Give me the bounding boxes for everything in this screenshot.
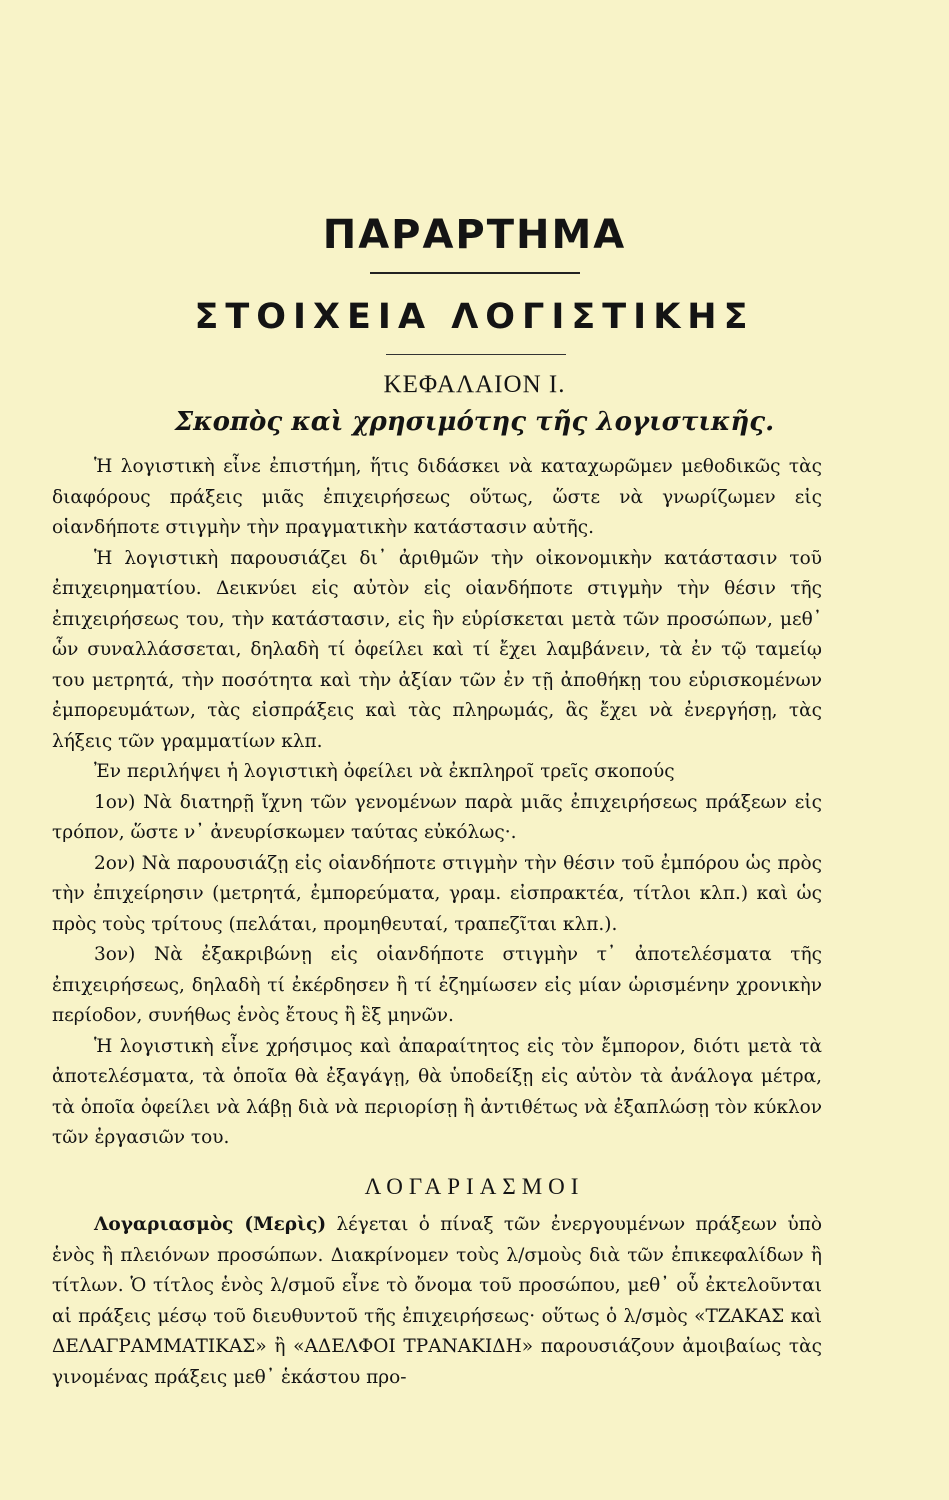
subtitle-rule <box>386 354 566 355</box>
page-title: ΠΑΡΑΡΤΗΜΑ <box>322 212 627 258</box>
definition-text: λέγεται ὁ πίναξ τῶν ἐνεργουμένων πράξεων ὑπὸ ἑνὸς ἢ πλειόνων προσώπων. Διακρίνομεν τοὺς λ/σμοὺς διὰ τῶν ἐπικεφαλίδων ἢ τίτλων. Ὁ τίτλος ἑνὸς λ/σμοῦ εἶνε τὸ ὄνομα τοῦ προσώπου, μεθ᾽ οὗ ἐκτελοῦνται αἱ πράξεις μέσῳ τοῦ διευθυντοῦ τῆς ἐπιχειρήσεως· οὕτως ὁ λ/σμὸς «ΤΖΑΚΑΣ καὶ ΔΕΛΑΓΡΑΜΜΑΤΙΚΑΣ» ἢ «ΑΔΕΛΦΟΙ ΤΡΑΝΑΚΙΔΗ» παρουσιάζουν ἀμοιβαίως τὰς γινομένας πράξεις μεθ᾽ ἑκάστου προ- <box>52 1214 822 1388</box>
paragraph <box>52 1210 822 1393</box>
accounts-text <box>52 1210 822 1393</box>
chapter-heading: ΚΕΦΑΛΑΙΟΝ Ι. <box>383 371 566 398</box>
body-text <box>52 452 822 1154</box>
list-item: 3ον) Νὰ ἐξακριβώνῃ εἰς οἱανδήποτε στιγμὴν τ᾽ ἀποτελέσματα τῆς ἐπιχειρήσεως, δηλαδὴ τί ἐκέρδησεν ἢ τί ἐζημίωσεν εἰς μίαν ὡρισμένην χρονικὴν περίοδον, συνήθως ἑνὸς ἔτους ἢ ἓξ μηνῶν. <box>52 944 822 1026</box>
paragraph: Ἡ λογιστικὴ εἶνε χρήσιμος καὶ ἀπαραίτητος εἰς τὸν ἔμπορον, διότι μετὰ τὰ ἀποτελέσματα, τὰ ὁποῖα θὰ ἐξαγάγῃ, θὰ ὑποδείξῃ εἰς αὐτὸν τὰ ἀνάλογα μέτρα, τὰ ὁποῖα ὀφείλει νὰ λάβῃ διὰ νὰ περιορίσῃ ἢ ἀντιθέτως νὰ ἐξαπλώσῃ τὸν κύκλον τῶν ἐργασιῶν του. <box>52 1035 822 1148</box>
paragraph: Ἡ λογιστικὴ παρουσιάζει δι᾽ ἀριθμῶν τὴν οἰκονομικὴν κατάστασιν τοῦ ἐπιχειρηματίου. Δεικνύει εἰς αὐτὸν εἰς οἱανδήποτε στιγμὴν τὴν θέσιν τῆς ἐπιχειρήσεως του, τὴν κατάστασιν, εἰς ἣν εὑρίσκεται μετὰ τῶν προσώπων, μεθ᾽ ὧν συναλλάσσεται, δηλαδὴ τί ὀφείλει καὶ τί ἔχει λαμβάνειν, τὰ ἐν τῷ ταμείῳ του μετρητά, τὴν ποσότητα καὶ τὴν ἀξίαν τῶν ἐν τῇ ἀποθήκῃ του εὑρισκομένων ἐμπορευμάτων, τὰς εἰσπράξεις καὶ τὰς πληρωμάς, ἃς ἔχει νὰ ἐνεργήσῃ, τὰς λήξεις τῶν γραμματίων κλπ. <box>52 547 822 752</box>
paragraph: Ἡ λογιστικὴ εἶνε ἐπιστήμη, ἥτις διδάσκει νὰ καταχωρῶμεν μεθοδικῶς τὰς διαφόρους πράξεις μιᾶς ἐπιχειρήσεως οὕτως, ὥστε νὰ γνωρίζωμεν εἰς οἱανδήποτε στιγμὴν τὴν πραγματικὴν κατάστασιν αὐτῆς. <box>52 456 822 538</box>
list-item: 1ον) Νὰ διατηρῇ ἴχνη τῶν γενομένων παρὰ μιᾶς ἐπιχειρήσεως πράξεων εἰς τρόπον, ὥστε ν᾽ ἀνευρίσκωμεν ταύτας εὐκόλως·. <box>52 791 822 843</box>
paragraph: Ἐν περιλήψει ἡ λογιστικὴ ὀφείλει νὰ ἐκπληροῖ τρεῖς σκοπούς <box>94 761 675 782</box>
section-heading: Σκοπὸς καὶ χρησιμότης τῆς λογιστικῆς. <box>174 407 775 437</box>
title-underline <box>370 272 580 274</box>
accounts-heading: ΛΟΓΑΡΙΑΣΜΟΙ <box>364 1174 585 1199</box>
defined-term: Λογαριασμὸς (Μερὶς) <box>94 1214 327 1235</box>
list-item: 2ον) Νὰ παρουσιάζῃ εἰς οἱανδήποτε στιγμὴν τὴν θέσιν τοῦ ἐμπόρου ὡς πρὸς τὴν ἐπιχείρησιν (μετρητά, ἐμπορεύματα, γραμ. εἰσπρακτέα, τίτλοι κλπ.) καὶ ὡς πρὸς τοὺς τρίτους (πελάται, προμηθευταί, τραπεζῖται κλπ.). <box>52 852 822 935</box>
page-subtitle: ΣΤΟΙΧΕΙΑ ΛΟΓΙΣΤΙΚΗΣ <box>194 297 755 337</box>
